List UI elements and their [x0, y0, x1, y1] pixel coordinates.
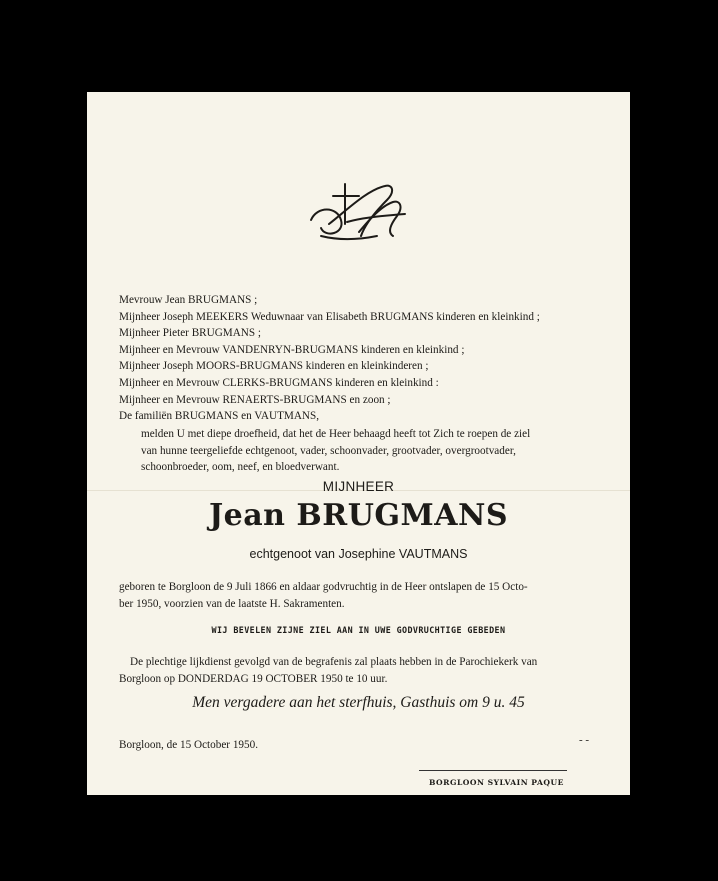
family-line: Mijnheer en Mevrouw RENAERTS-BRUGMANS en zoon ;: [119, 393, 391, 406]
funeral-notice-card: [87, 92, 630, 795]
announcement-line: van hunne teergeliefde echtgenoot, vader, schoonvader, grootvader, overgrootvader,: [141, 444, 516, 457]
announcement-text: [141, 426, 611, 476]
ornament-dash: - -: [579, 734, 590, 746]
announcement-line: schoonbroeder, oom, neef, en bloedverwant.: [141, 461, 340, 474]
family-line: De familiën BRUGMANS en VAUTMANS,: [119, 410, 320, 423]
printer-rule: [419, 770, 567, 771]
service-text: [119, 654, 599, 687]
family-line: Mijnheer Pieter BRUGMANS ;: [119, 327, 262, 340]
announcement-line: melden U met diepe droefheid, dat het de Heer behaagd heeft tot Zich te roepen de ziel: [141, 428, 531, 440]
family-line: Mijnheer Joseph MEEKERS Weduwnaar van Elisabeth BRUGMANS kinderen en kleinkind ;: [119, 310, 540, 323]
cross-monogram-icon: [307, 180, 409, 244]
birth-death-text: [119, 579, 599, 612]
family-list: [119, 292, 609, 425]
deceased-name: Jean BRUGMANS: [208, 498, 509, 533]
family-line: Mijnheer Joseph MOORS-BRUGMANS kinderen en kleinkinderen ;: [119, 360, 429, 373]
gathering-line: Men vergadere aan het sterfhuis, Gasthuis om 9 u. 45: [192, 694, 525, 711]
family-line: Mijnheer en Mevrouw VANDENRYN-BRUGMANS kinderen en kleinkind ;: [119, 343, 465, 356]
service-line: Borgloon op DONDERDAG 19 OCTOBER 1950 te 10 uur.: [119, 672, 388, 685]
birth-death-line: geboren te Borgloon de 9 Juli 1866 en aldaar godvruchtig in de Heer ontslapen de 15 Octo-: [119, 581, 528, 593]
honorific: MIJNHEER: [322, 479, 395, 494]
birth-death-line: ber 1950, voorzien van de laatste H. Sakramenten.: [119, 597, 345, 610]
prayer-request: WIJ BEVELEN ZIJNE ZIEL AAN IN UWE GODVRUCHTIGE GEBEDEN: [211, 625, 506, 635]
service-line: De plechtige lijkdienst gevolgd van de begrafenis zal plaats hebben in de Parochiekerk van: [130, 656, 538, 668]
spouse-line: echtgenoot van Josephine VAUTMANS: [249, 547, 468, 561]
family-line: Mevrouw Jean BRUGMANS ;: [119, 294, 258, 306]
printer-imprint: BORGLOON SYLVAIN PAQUE: [429, 778, 564, 787]
family-line: Mijnheer en Mevrouw CLERKS-BRUGMANS kinderen en kleinkind :: [119, 376, 439, 389]
dateline: Borgloon, de 15 October 1950.: [119, 739, 258, 751]
